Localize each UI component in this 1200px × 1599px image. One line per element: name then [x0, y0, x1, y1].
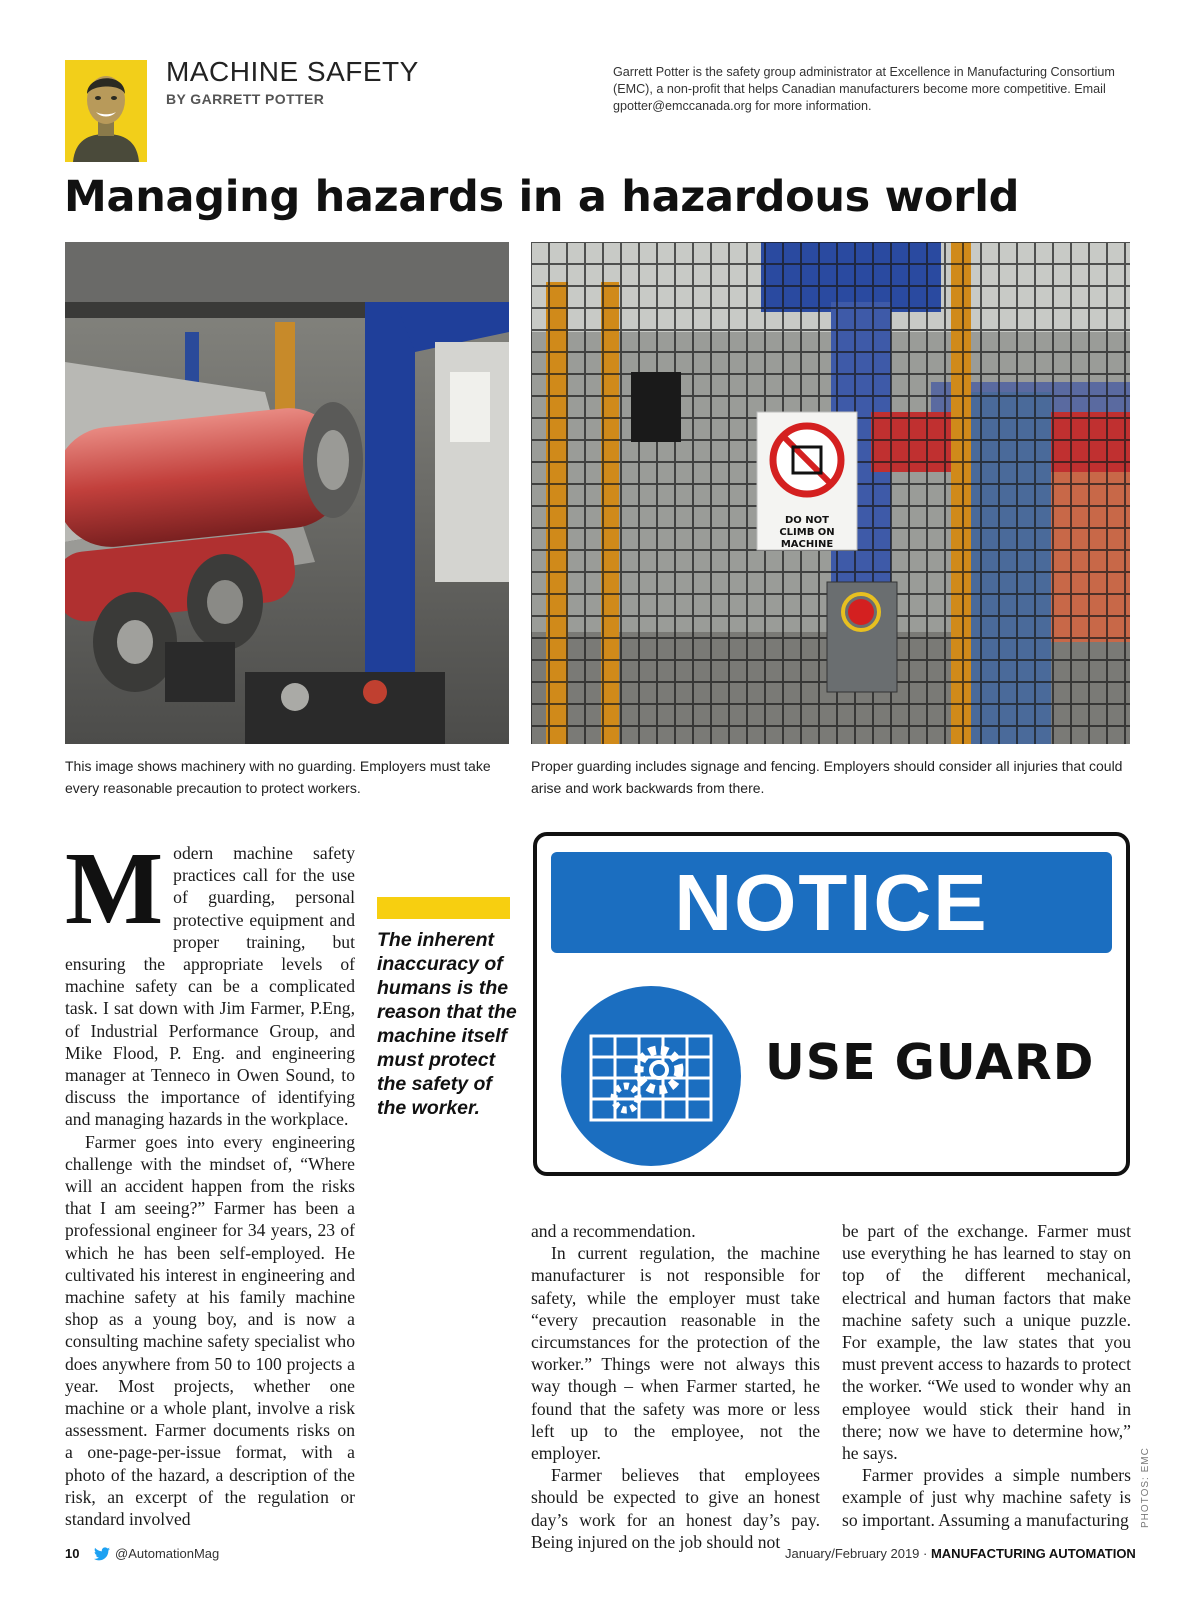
svg-text:CLIMB ON: CLIMB ON [779, 527, 835, 538]
twitter-handle[interactable]: @AutomationMag [115, 1546, 220, 1561]
machine-guard-gear-icon [561, 986, 741, 1166]
page-number: 10 [65, 1546, 80, 1561]
notice-sign [533, 832, 1130, 1176]
twitter-bird-icon [94, 1547, 110, 1561]
paragraph: and a recommendation. [531, 1221, 696, 1241]
article-column-3 [842, 1220, 1131, 1531]
notice-banner [551, 852, 1112, 953]
pull-quote: The inherent inaccuracy of humans is the reason that the machine itself must protect the safety of the worker. [377, 929, 517, 1119]
photo-guarded-machinery [531, 242, 1130, 744]
headline: Managing hazards in a hazardous world [64, 172, 1020, 222]
article-column-2 [531, 1220, 820, 1553]
paragraph: Farmer goes into every engineering challenge with the mindset of, “Where will an accident happen from the risks that I am seeing?” Farmer has been a professional engineer for 34 years, 23 of which he has been self-employed. He cultivated his interest in engineering and machine safety at his family machine shop as a young boy, and is now a consulting machine safety specialist who does anywhere from 50 to 100 projects a year. Most projects, whether one machine or a whole plant, involve a risk assessment. Farmer documents risks on a one-page-per-issue format, with a photo of the hazard, a description of the risk, an excerpt of the regulation or standard involved [65, 1131, 355, 1530]
notice-message: USE GUARD [765, 1034, 1095, 1091]
paragraph: Farmer provides a simple numbers example of just why machine safety is so important. Assuming a manufacturing [842, 1465, 1131, 1530]
photo-unguarded-machinery [65, 242, 509, 744]
author-bio: Garrett Potter is the safety group administrator at Excellence in Manufacturing Consortium (EMC), a non-profit that helps Canadian manufacturers become more competitive. Email gpotter@emccanada.org for more information. [613, 65, 1115, 113]
magazine-name: MANUFACTURING AUTOMATION [930, 1546, 1136, 1561]
column-name: MACHINE SAFETY [166, 56, 419, 87]
svg-text:MACHINE: MACHINE [780, 539, 834, 550]
paragraph: be part of the exchange. Farmer must use everything he has learned to stay on top of the different mechanical, electrical and human factors that make machine safety such a unique puzzle. For example, the law states that you must prevent access to hazards to protect the worker. “We used to wonder why an employee would stick their hand in there; now we have to determine how,” he says. [842, 1221, 1131, 1464]
author-portrait-image [65, 60, 147, 162]
paragraph: Farmer believes that employees should be expected to give an honest day’s work for an honest day’s pay. Being injured on the job should not [531, 1465, 820, 1552]
issue-date: January/February 2019 · [785, 1546, 931, 1561]
byline: BY GARRETT POTTER [166, 91, 325, 107]
paragraph: In current regulation, the machine manufacturer is not responsible for safety, while the employer must take “every precaution reasonable in the circumstances for the protection of the worker.” Things were not always this way though – when Farmer started, he found that the safety was more or less left up to the employee, not the employer. [531, 1243, 820, 1464]
svg-text:DO NOT: DO NOT [785, 515, 829, 526]
article-column-1 [65, 831, 355, 1530]
drop-cap: M [65, 831, 164, 946]
issue-info [785, 1546, 1136, 1561]
author-portrait [65, 60, 147, 162]
pull-quote-accent-bar [377, 897, 510, 919]
caption-left: This image shows machinery with no guarding. Employers must take every reasonable precaution to protect workers. [65, 758, 491, 796]
notice-banner-text: NOTICE [674, 858, 989, 947]
caption-right: Proper guarding includes signage and fencing. Employers should consider all injuries that could arise and work backwards from there. [531, 758, 1123, 796]
photo-credit: PHOTOS: EMC [1140, 1447, 1151, 1528]
paragraph: odern machine safety practices call for the use of guarding, personal protective equipment and proper training, but ensuring the appropriate levels of machine safety can be a complicated task. I sat down with Jim Farmer, P.Eng, of Industrial Performance Group, and Mike Flood, P. Eng. and engineering manager at Tenneco in Owen Sound, to discuss the importance of identifying and managing hazards in the workplace. [65, 843, 355, 1130]
